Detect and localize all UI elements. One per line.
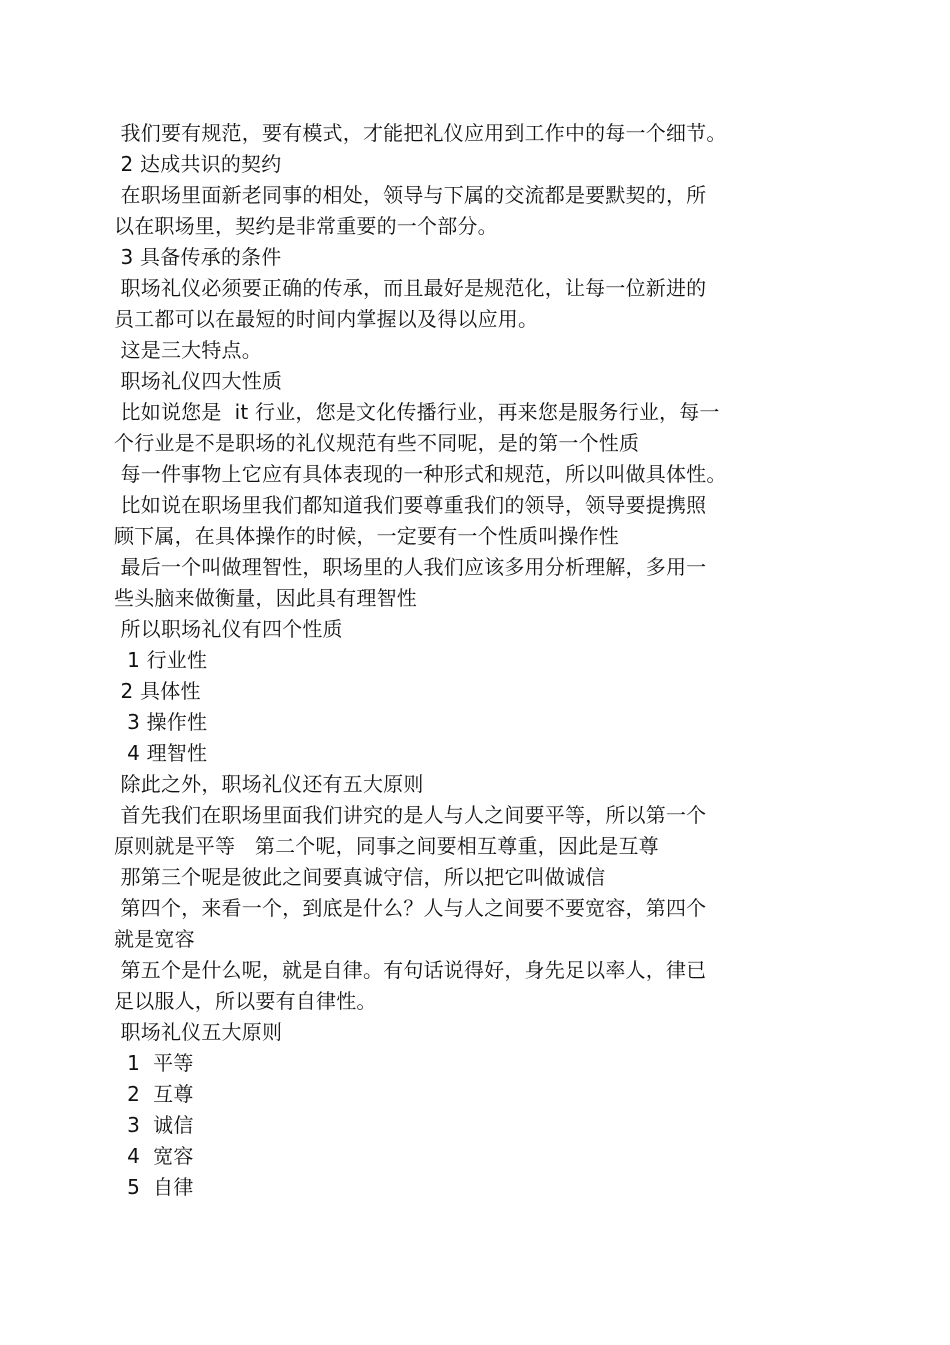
list-item: 1 行业性 <box>114 648 208 672</box>
text-line: 员工都可以在最短的时间内掌握以及得以应用。 <box>114 307 539 331</box>
text-line: 首先我们在职场里面我们讲究的是人与人之间要平等，所以第一个 <box>114 803 707 827</box>
text-line: 原则就是平等 第二个呢，同事之间要相互尊重，因此是互尊 <box>114 834 659 858</box>
section-heading: 职场礼仪四大性质 <box>114 369 283 393</box>
section-heading: 职场礼仪五大原则 <box>114 1020 283 1044</box>
text-line: 比如说您是 it 行业，您是文化传播行业，再来您是服务行业，每一 <box>114 400 720 424</box>
text-line: 第四个，来看一个，到底是什么？人与人之间要不要宽容，第四个 <box>114 896 707 920</box>
text-line: 这是三大特点。 <box>114 338 262 362</box>
list-item: 4 理智性 <box>114 741 208 765</box>
text-line: 第五个是什么呢，就是自律。有句话说得好，身先足以率人，律已 <box>114 958 707 982</box>
text-line: 每一件事物上它应有具体表现的一种形式和规范，所以叫做具体性。 <box>114 462 727 486</box>
text-line: 比如说在职场里我们都知道我们要尊重我们的领导，领导要提携照 <box>114 493 707 517</box>
list-item: 3 操作性 <box>114 710 208 734</box>
list-item: 4 宽容 <box>114 1144 194 1168</box>
text-line: 职场礼仪必须要正确的传承，而且最好是规范化，让每一位新进的 <box>114 276 707 300</box>
text-line: 在职场里面新老同事的相处，领导与下属的交流都是要默契的，所 <box>114 183 707 207</box>
text-line: 我们要有规范，要有模式，才能把礼仪应用到工作中的每一个细节。 <box>114 121 727 145</box>
text-line: 些头脑来做衡量，因此具有理智性 <box>114 586 417 610</box>
section-heading: 3 具备传承的条件 <box>114 245 282 269</box>
text-line: 那第三个呢是彼此之间要真诚守信，所以把它叫做诚信 <box>114 865 606 889</box>
text-line: 除此之外，职场礼仪还有五大原则 <box>114 772 424 796</box>
text-line: 足以服人，所以要有自律性。 <box>114 989 377 1013</box>
section-heading: 2 达成共识的契约 <box>114 152 282 176</box>
text-line: 所以职场礼仪有四个性质 <box>114 617 343 641</box>
list-item: 2 具体性 <box>114 679 201 703</box>
list-item: 3 诚信 <box>114 1113 194 1137</box>
document-body <box>114 118 794 1203</box>
text-line: 最后一个叫做理智性，职场里的人我们应该多用分析理解，多用一 <box>114 555 707 579</box>
list-item: 1 平等 <box>114 1051 194 1075</box>
list-item: 5 自律 <box>114 1175 194 1199</box>
text-line: 就是宽容 <box>114 927 195 951</box>
text-line: 顾下属，在具体操作的时候，一定要有一个性质叫操作性 <box>114 524 619 548</box>
list-item: 2 互尊 <box>114 1082 194 1106</box>
text-line: 以在职场里，契约是非常重要的一个部分。 <box>114 214 498 238</box>
text-line: 个行业是不是职场的礼仪规范有些不同呢，是的第一个性质 <box>114 431 640 455</box>
